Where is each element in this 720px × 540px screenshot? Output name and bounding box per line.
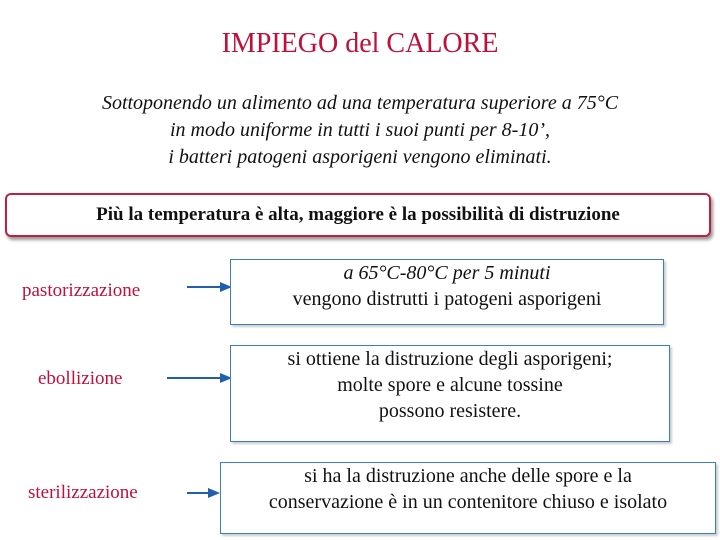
description-line: a 65°C-80°C per 5 minuti [343, 262, 551, 284]
intro-line: in modo uniforme in tutti i suoi punti per 8-10’, [170, 119, 550, 141]
key-statement-banner: Più la temperatura è alta, maggiore è la possibilità di distruzione [5, 193, 711, 237]
description-line: conservazione è in un contenitore chiuso e isolato [268, 491, 668, 513]
description-line: si ottiene la distruzione degli asporigeni; [287, 348, 613, 370]
description-box-ebollizione [230, 345, 670, 442]
description-line: si ha la distruzione anche delle spore e la [304, 465, 632, 487]
description-line: molte spore e alcune tossine [337, 374, 563, 396]
method-label-pastorizzazione: pastorizzazione [22, 280, 141, 301]
intro-line: Sottoponendo un alimento ad una temperatura superiore a 75°C [101, 92, 619, 114]
page-title: IMPIEGO del CALORE [221, 28, 499, 59]
intro-text [0, 90, 720, 171]
description-box-pastorizzazione [230, 259, 664, 325]
intro-line: i batteri patogeni asporigeni vengono eliminati. [168, 146, 552, 168]
method-label-sterilizzazione: sterilizzazione [28, 482, 138, 503]
method-label-ebollizione: ebollizione [38, 368, 123, 389]
arrow-right-icon [186, 280, 234, 294]
description-box-sterilizzazione [220, 462, 716, 534]
description-line: possono resistere. [378, 400, 522, 422]
arrow-right-icon [186, 486, 222, 500]
arrow-right-icon [166, 371, 234, 385]
description-line: vengono distrutti i patogeni asporigeni [292, 288, 602, 310]
